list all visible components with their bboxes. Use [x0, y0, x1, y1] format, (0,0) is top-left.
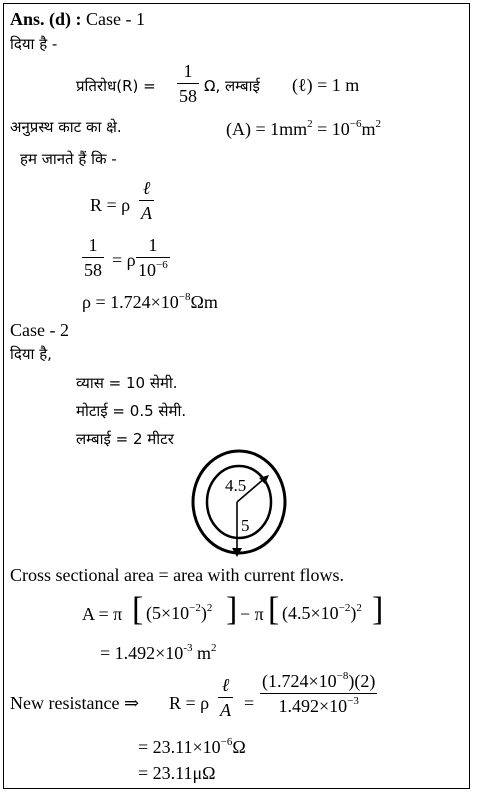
- we-know-text: हम जानते हैं कि -: [20, 150, 117, 168]
- ring-diagram: [189, 449, 289, 559]
- right-bracket-2: ]: [372, 591, 384, 628]
- solution-box: [3, 3, 470, 789]
- right-bracket-1: ]: [226, 591, 238, 628]
- area-minus: − π: [240, 604, 264, 624]
- answer-label: Ans. (d) :: [10, 9, 82, 29]
- new-resistance-fraction: ℓ A: [220, 675, 231, 720]
- area-term-1: $(5\times 10^{-2})^2$: [146, 602, 213, 623]
- resistance-label: प्रतिरोध(R) =: [76, 77, 156, 95]
- formula-fraction: ℓ A: [141, 178, 152, 223]
- result-scientific: = $23.11\times 10^{-6}\Omega$: [138, 736, 246, 757]
- case1-heading: [10, 10, 145, 28]
- result-final: = 23.11μΩ: [138, 763, 216, 783]
- new-resistance-formula: R = ρ: [169, 693, 210, 713]
- area-equation: $(A) = 1mm^2 = 10^{-6}m^2$: [226, 118, 382, 139]
- sub-equals: = ρ: [112, 250, 136, 270]
- left-bracket-1: [: [132, 591, 144, 628]
- new-resistance-label: New resistance ⇒: [10, 693, 140, 713]
- new-resistance-equals: =: [244, 693, 255, 713]
- resistance-unit: Ω, लम्बाई: [204, 77, 260, 95]
- new-resistance-big-fraction: $\frac{(1.724\times 10^{-8})(2)}{1.492\times 10^{-3}}$: [262, 670, 376, 716]
- diameter-value: व्यास = 10 सेमी.: [76, 374, 178, 392]
- case2-heading: Case - 2: [10, 320, 69, 340]
- case1-title: Case - 1: [86, 9, 145, 29]
- formula-lhs: R = ρ: [90, 195, 131, 215]
- length-value: लम्बाई = 2 मीटर: [76, 430, 174, 448]
- inner-radius-label: 4.5: [225, 476, 247, 495]
- area-label: अनुप्रस्थ काट का क्षे.: [10, 118, 122, 136]
- case2-given: दिया है,: [10, 345, 52, 363]
- area-term-2: $(4.5\times 10^{-2})^2$: [282, 602, 362, 623]
- area-formula-lhs: A = π: [82, 604, 123, 624]
- sub-lhs-fraction: $\frac{1}{58}$: [84, 235, 102, 280]
- rho-result: $\rho = 1.724\times 10^{-8}\Omega m$: [82, 291, 218, 312]
- case1-given: दिया है -: [10, 35, 58, 53]
- sub-rhs-fraction: $\frac{1}{10^{-6}}$: [138, 235, 168, 280]
- outer-radius-label: 5: [241, 516, 250, 535]
- area-result: = $1.492\times 10^{-3}$ $m^2$: [100, 642, 217, 663]
- left-bracket-2: [: [268, 591, 280, 628]
- thickness-value: मोटाई = 0.5 सेमी.: [76, 402, 187, 420]
- resistance-fraction: $\frac{1}{58}$: [179, 61, 197, 106]
- length-equation: (ℓ) = 1 m: [292, 75, 360, 95]
- area-statement: Cross sectional area = area with current flows.: [10, 565, 345, 585]
